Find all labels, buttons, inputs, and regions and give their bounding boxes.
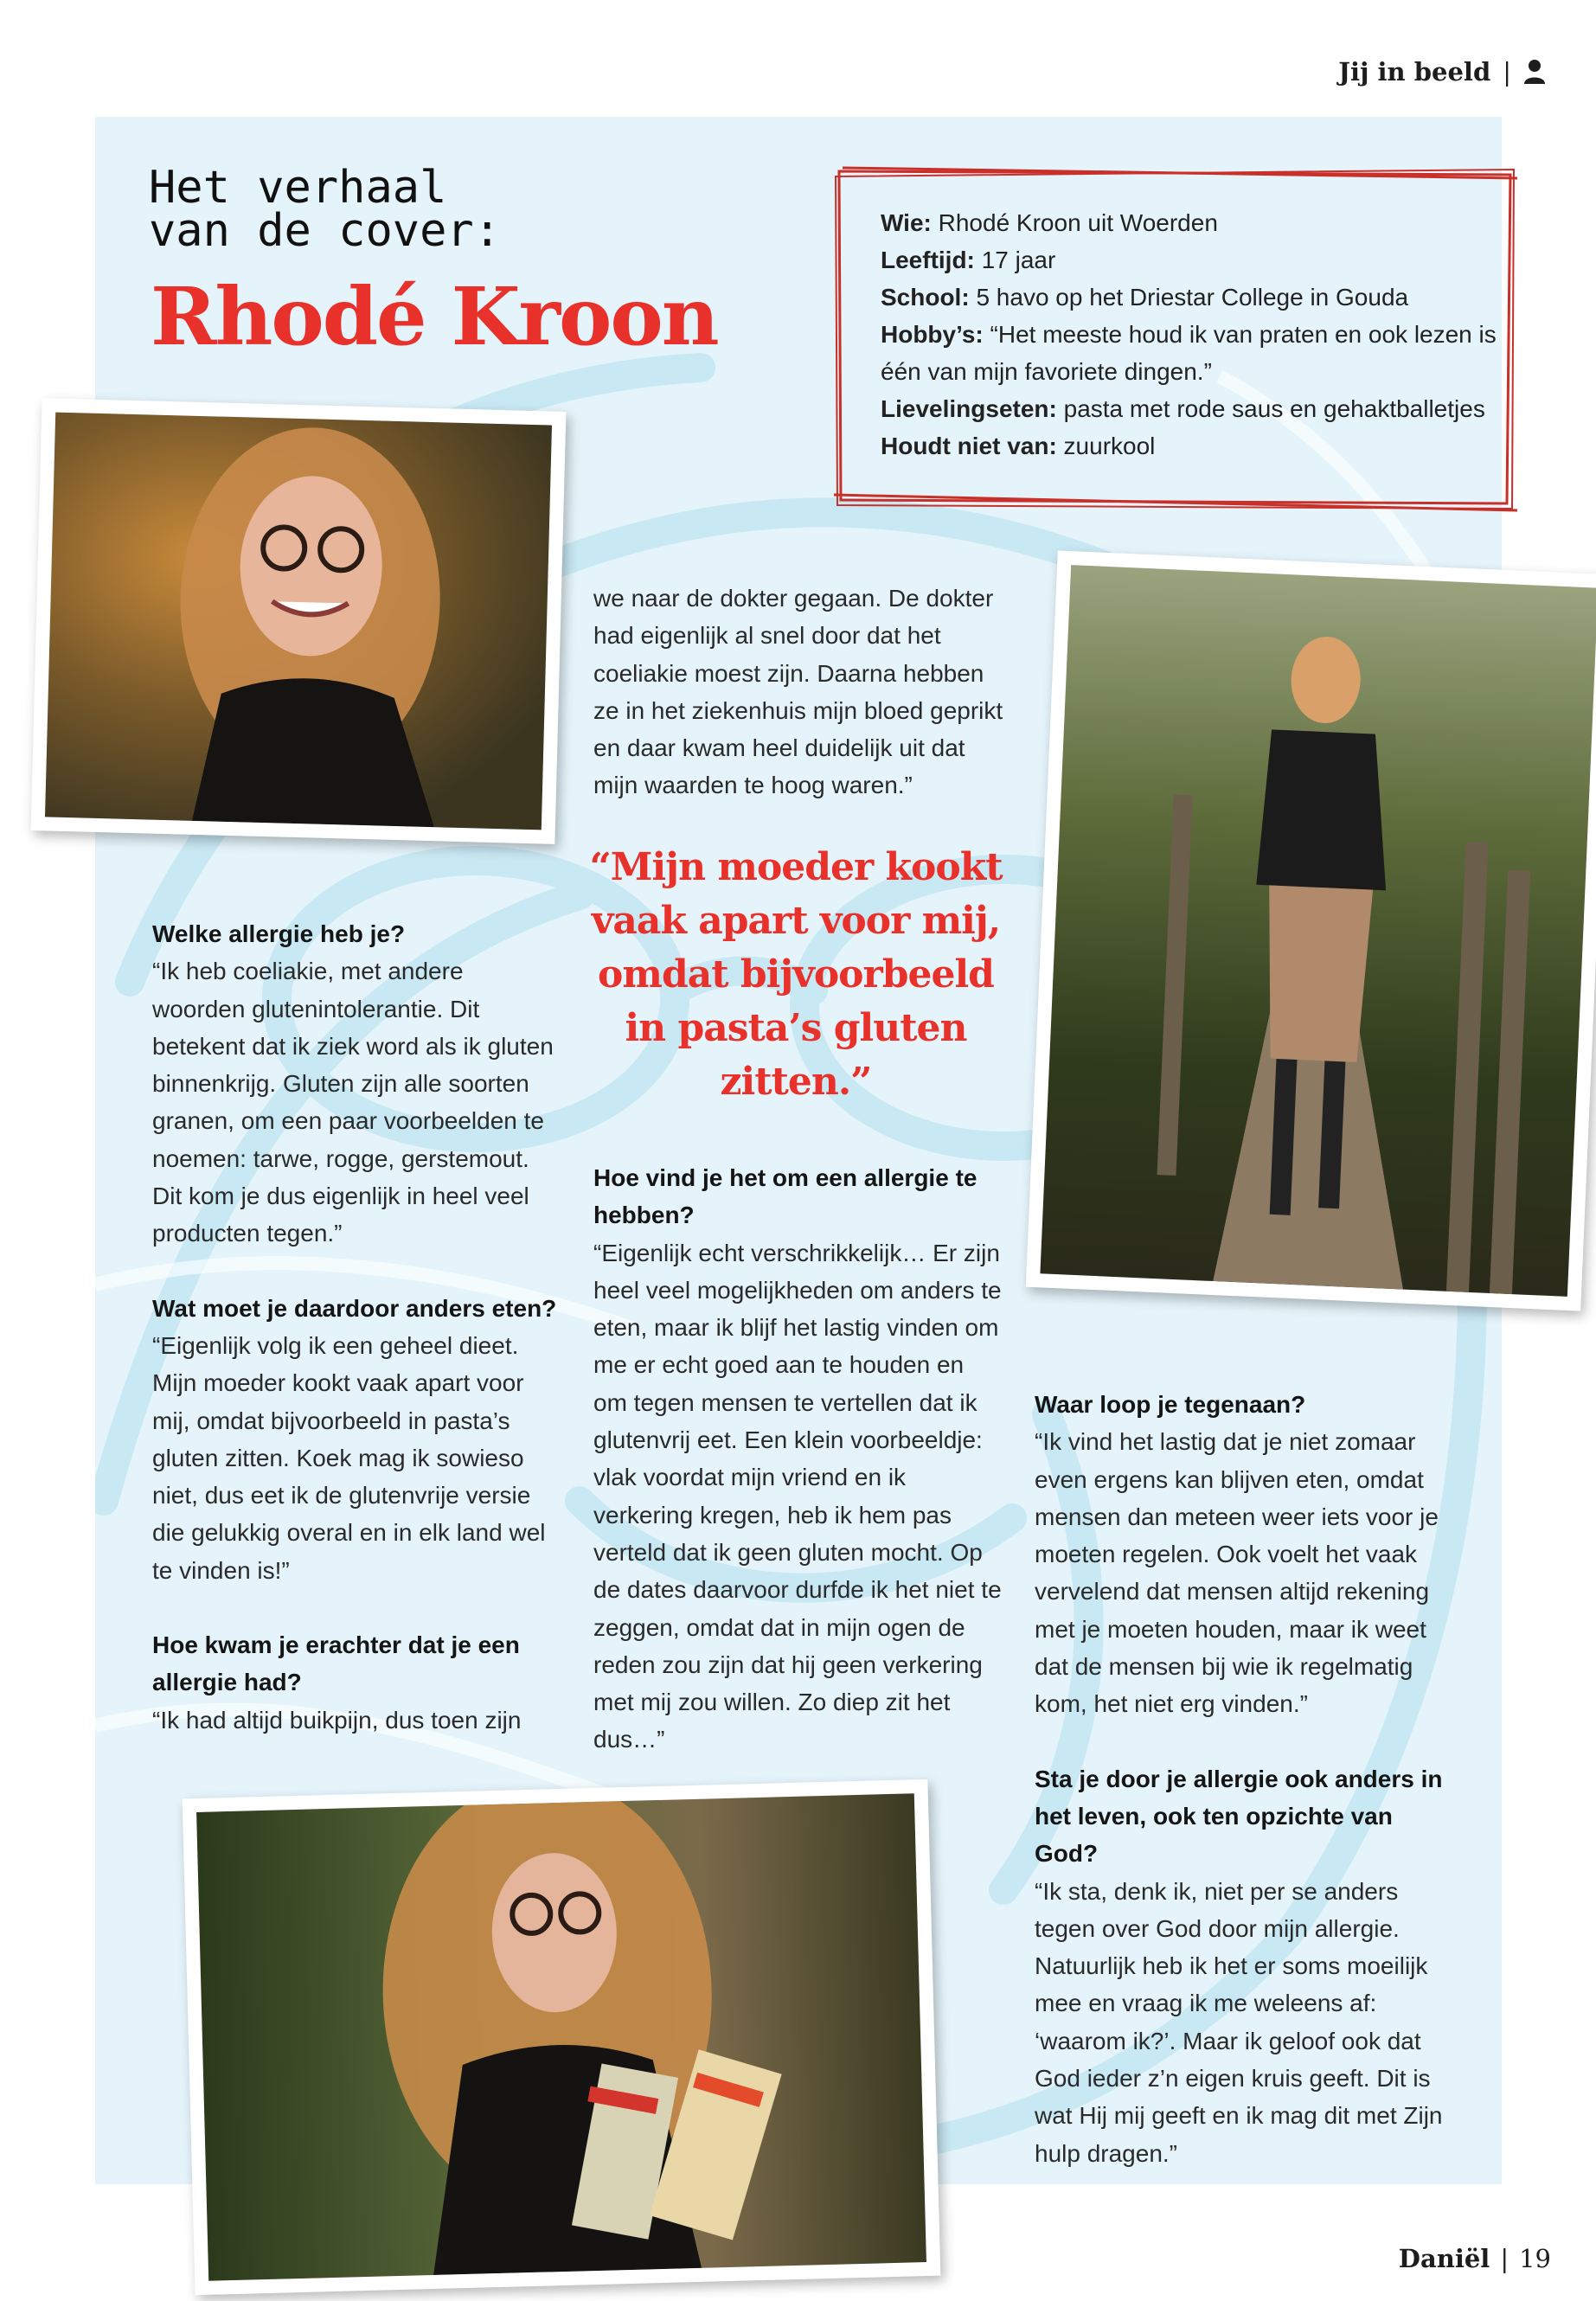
answer: “Ik heb coeliakie, met andere woorden glutenintolerantie. Dit betekent dat ik ziek word als ik gluten binnenkrijg. Gluten zijn alle soorten granen, om een paar voorbeelden te noemen: tarwe, rogge, gerstemout. Dit kom je dus eigenlijk in heel veel producten tegen.” xyxy=(152,958,554,1247)
profile-row: Lievelingseten: pasta met rode saus en gehaktballetjes xyxy=(881,395,1485,422)
qa-block xyxy=(593,1159,1003,1759)
cover-name-title: Rhodé Kroon xyxy=(151,270,718,363)
pull-quote: “Mijn moeder kookt vaak apart voor mij, omdat bijvoorbeeld in pasta’s gluten zitten.” xyxy=(589,845,1003,1104)
question: Welke allergie heb je? xyxy=(152,920,406,947)
footer-separator: | xyxy=(1500,2244,1509,2273)
answer-continued: we naar de dokter gegaan. De dokter had eigenlijk al snel door dat het coeliakie moest zijn. Daarna hebben ze in het ziekenhuis mijn bloed geprikt en daar kwam heel duidelijk uit dat mijn waarden te hoog waren.” xyxy=(593,585,1003,799)
qa-block xyxy=(152,915,559,1253)
answer: “Eigenlijk volg ik een geheel dieet. Mijn moeder kookt vaak apart voor mij, omdat bijvoorbeeld in pasta’s gluten zitten. Koek mag ik sowieso niet, dus eet ik de glutenvrije versie die gelukkig overal en in elk land wel te vinden is!” xyxy=(152,1331,546,1584)
column-middle-top xyxy=(593,580,1003,842)
answer: “Ik vind het lastig dat je niet zomaar even ergens kan blijven eten, omdat mensen dan meteen weer iets voor je moeten regelen. Ook voelt het vaak vervelend dat mensen altijd rekening met je moeten houden, maar ik weet dat de mensen bij wie ik regelmatig kom, het niet erg vinden.” xyxy=(1035,1428,1439,1718)
title-kicker: Het verhaal van de cover: xyxy=(149,162,501,257)
question: Sta je door je allergie ook anders in het leven, ook ten opzichte van God? xyxy=(1035,1765,1443,1868)
qa-block xyxy=(152,1626,559,1739)
column-right xyxy=(1035,1386,1450,2209)
profile-lines xyxy=(881,204,1503,465)
answer: “Ik had altijd buikpijn, dus toen zijn xyxy=(152,1706,522,1734)
question: Hoe kwam je erachter dat je een allergie had? xyxy=(152,1631,520,1696)
column-middle xyxy=(593,1159,1003,1796)
walking-photo xyxy=(1026,550,1596,1311)
qa-block xyxy=(152,1290,559,1589)
profile-row: School: 5 havo op het Driestar College in Gouda xyxy=(881,284,1409,311)
column-left xyxy=(152,915,559,1776)
profile-row: Leeftijd: 17 jaar xyxy=(881,247,1056,273)
answer: “Eigenlijk echt verschrikkelijk… Er zijn heel veel mogelijkheden om anders te eten, maar ik blijf het lastig vinden om me er echt goed aan te houden en om tegen mensen te vertellen dat ik glutenvrij eet. Een klein voorbeeldje: vlak voordat mijn vriend en ik verkering kregen, heb ik hem pas verteld dat ik geen gluten mocht. Op de dates daarvoor durfde ik het niet te zeggen, omdat dat in mijn ogen de reden zou zijn dat hij geen verkering met mij zou willen. Zo diep zit het dus…” xyxy=(593,1239,1002,1753)
question: Wat moet je daardoor anders eten? xyxy=(152,1294,557,1322)
profile-box xyxy=(834,166,1517,512)
running-head xyxy=(1338,57,1546,87)
page-number: 19 xyxy=(1519,2244,1551,2273)
walking-illustration xyxy=(1040,565,1596,1297)
person-icon xyxy=(1523,59,1546,85)
products-illustration xyxy=(196,1793,926,2281)
portrait-photo xyxy=(31,398,567,844)
portrait-illustration xyxy=(45,413,552,830)
profile-row: Hobby’s: “Het meeste houd ik van praten en ook lezen is één van mijn favoriete dingen.” xyxy=(881,321,1497,385)
question: Waar loop je tegenaan? xyxy=(1035,1391,1306,1418)
profile-row: Houdt niet van: zuurkool xyxy=(881,433,1156,459)
profile-row: Wie: Rhodé Kroon uit Woerden xyxy=(881,209,1218,236)
products-photo xyxy=(183,1779,941,2295)
qa-block xyxy=(1035,1386,1450,1723)
page-footer xyxy=(1399,2244,1551,2273)
question: Hoe vind je het om een allergie te hebben? xyxy=(593,1164,977,1229)
magazine-name: Daniël xyxy=(1398,2244,1490,2273)
header-separator: | xyxy=(1503,57,1511,87)
qa-block xyxy=(1035,1760,1450,2172)
section-name: Jij in beeld xyxy=(1338,57,1491,87)
answer: “Ik sta, denk ik, niet per se anders tegen over God door mijn allergie. Natuurlijk heb ik het er soms moeilijk mee en vraag ik me weleens af: ‘waarom ik?’. Maar ik geloof ook dat God ieder z’n eigen kruis geeft. Dit is wat Hij mij geeft en ik mag dit met Zijn hulp dragen.” xyxy=(1035,1877,1443,2167)
